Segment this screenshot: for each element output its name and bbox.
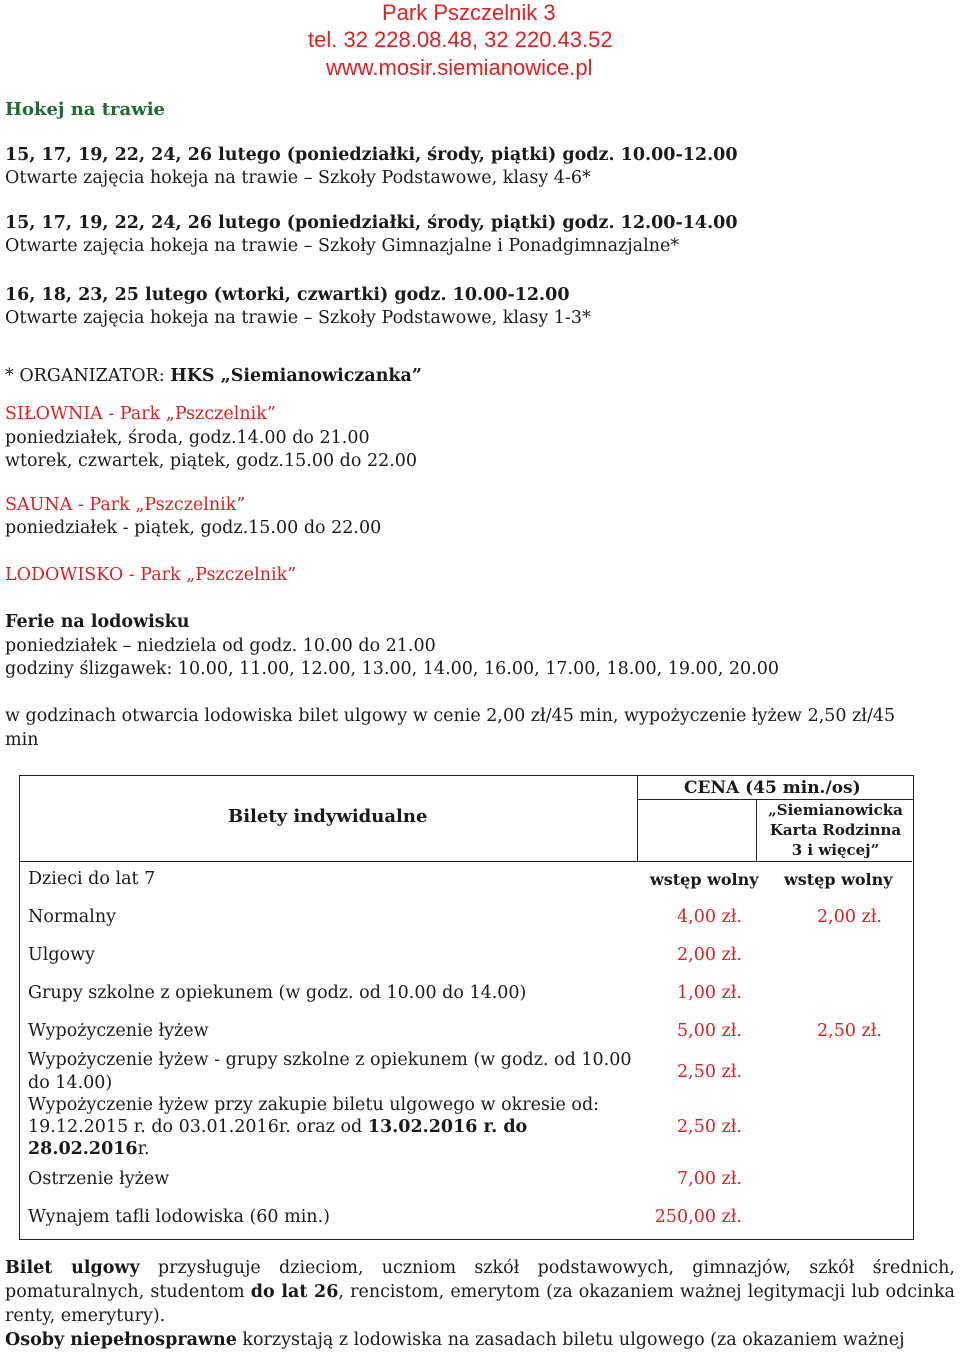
table-row-name-line-1: Wypożyczenie łyżew przy zakupie biletu ulgowego w okresie od:: [28, 1095, 600, 1115]
reduced-ticket-text-end: , rencistom, emerytom (za okazaniem ważnej legitymacji lub odcinka renty, emerytury).: [5, 1282, 955, 1326]
sauna-title: SAUNA - Park „Pszczelnik”: [5, 495, 246, 515]
table-row-name: Wynajem tafli lodowiska (60 min.): [28, 1207, 330, 1227]
hockey-session-1-date: 15, 17, 19, 22, 24, 26 lutego (poniedziałki, środy, piątki) godz. 10.00-12.00: [5, 145, 738, 165]
disabled-info: [5, 1328, 955, 1352]
rink-subtitle: Ferie na lodowisku: [5, 612, 190, 632]
table-divider-h1: [637, 799, 913, 800]
table-row-name: Wypożyczenie łyżew: [28, 1021, 209, 1041]
website-link[interactable]: www.mosir.siemianowice.pl: [326, 55, 593, 80]
table-row-price: 2,00 zł.: [677, 945, 742, 965]
table-row-price: wstęp wolny: [650, 870, 759, 889]
table-header-card-3: 3 i więcej”: [791, 841, 880, 859]
table-row-name-line-2: do 14.00): [28, 1073, 113, 1093]
table-divider-h2: [19, 861, 912, 862]
rink-note-1: w godzinach otwarcia lodowiska bilet ulgowy w cenie 2,00 zł/45 min, wypożyczenie łyżew 2,50 zł/45: [5, 706, 896, 726]
hockey-title: Hokej na trawie: [5, 99, 165, 120]
table-divider-v1: [637, 775, 638, 861]
table-row-name-suffix: r.: [137, 1139, 150, 1159]
table-row-price: 250,00 zł.: [654, 1207, 742, 1227]
sauna-hours: poniedziałek - piątek, godz.15.00 do 22.00: [5, 518, 382, 538]
organizer-name: HKS „Siemianowiczanka”: [170, 366, 422, 386]
table-row-card: 2,00 zł.: [817, 907, 882, 927]
rink-hours: poniedziałek – niedziela od godz. 10.00 do 21.00: [5, 636, 436, 656]
table-row-price: 1,00 zł.: [677, 983, 742, 1003]
table-row-name-period: 19.12.2015 r. do 03.01.2016r. oraz od: [28, 1117, 368, 1137]
reduced-ticket-label: Bilet ulgowy: [5, 1258, 140, 1278]
hockey-session-1-desc: Otwarte zajęcia hokeja na trawie – Szkoły Podstawowe, klasy 4-6*: [5, 168, 591, 188]
phone-numbers: tel. 32 228.08.48, 32 220.43.52: [308, 27, 613, 52]
gym-hours-2: wtorek, czwartek, piątek, godz.15.00 do 22.00: [5, 451, 418, 471]
hockey-session-2-desc: Otwarte zajęcia hokeja na trawie – Szkoły Gimnazjalne i Ponadgimnazjalne*: [5, 236, 680, 256]
table-header-card-2: Karta Rodzinna: [769, 821, 902, 839]
table-header-card-1: „Siemianowicka: [768, 801, 903, 819]
reduced-ticket-age: do lat 26: [250, 1282, 339, 1302]
table-row-price: 7,00 zł.: [677, 1169, 742, 1189]
table-row-name-line-1: Wypożyczenie łyżew - grupy szkolne z opiekunem (w godz. od 10.00: [28, 1050, 632, 1070]
rink-sessions: godziny ślizgawek: 10.00, 11.00, 12.00, 13.00, 14.00, 16.00, 17.00, 18.00, 19.00, 20.00: [5, 659, 780, 679]
gym-title: SIŁOWNIA - Park „Pszczelnik”: [5, 404, 276, 424]
reduced-ticket-text: przysługuje dzieciom, uczniom szkół podstawowych, gimnazjów, szkół średnich, pomaturalnych, studentom: [5, 1258, 955, 1302]
gym-hours-1: poniedziałek, środa, godz.14.00 do 21.00: [5, 428, 370, 448]
table-divider-v2: [756, 799, 757, 861]
table-row-card: wstęp wolny: [784, 870, 893, 889]
table-row-name-line-2: [28, 1117, 527, 1137]
table-row-name-end-date: 28.02.2016: [28, 1139, 138, 1159]
table-header-price: CENA (45 min./os): [684, 778, 861, 798]
disabled-label: Osoby niepełnosprawne: [5, 1330, 237, 1350]
table-row-price: 2,50 zł.: [677, 1062, 742, 1082]
hockey-session-3-date: 16, 18, 23, 25 lutego (wtorki, czwartki) godz. 10.00-12.00: [5, 285, 570, 305]
table-row-name: Dzieci do lat 7: [28, 869, 156, 889]
rink-note-2: min: [5, 730, 39, 750]
table-row-name: Grupy szkolne z opiekunem (w godz. od 10.00 do 14.00): [28, 983, 527, 1003]
hockey-session-2-date: 15, 17, 19, 22, 24, 26 lutego (poniedziałki, środy, piątki) godz. 12.00-14.00: [5, 213, 738, 233]
organizer-line: [5, 366, 422, 386]
rink-title: LODOWISKO - Park „Pszczelnik”: [5, 565, 297, 585]
venue-address: Park Pszczelnik 3: [382, 0, 556, 25]
organizer-label: * ORGANIZATOR:: [5, 366, 171, 386]
table-row-card: 2,50 zł.: [817, 1021, 882, 1041]
table-row-name-date-bold: 13.02.2016 r. do: [367, 1117, 528, 1137]
table-row-name-line-3: [28, 1139, 150, 1159]
table-row-price: 4,00 zł.: [677, 907, 742, 927]
disabled-text: korzystają z lodowiska na zasadach biletu ulgowego (za okazaniem ważnej: [236, 1330, 905, 1350]
table-row-name: Normalny: [28, 907, 116, 927]
reduced-ticket-info: [5, 1256, 955, 1328]
table-row-name: Ostrzenie łyżew: [28, 1169, 170, 1189]
table-row-price: 2,50 zł.: [677, 1117, 742, 1137]
table-row-price: 5,00 zł.: [677, 1021, 742, 1041]
table-row-name: Ulgowy: [28, 945, 95, 965]
table-header-tickets: Bilety indywidualne: [228, 806, 428, 827]
hockey-session-3-desc: Otwarte zajęcia hokeja na trawie – Szkoły Podstawowe, klasy 1-3*: [5, 308, 591, 328]
